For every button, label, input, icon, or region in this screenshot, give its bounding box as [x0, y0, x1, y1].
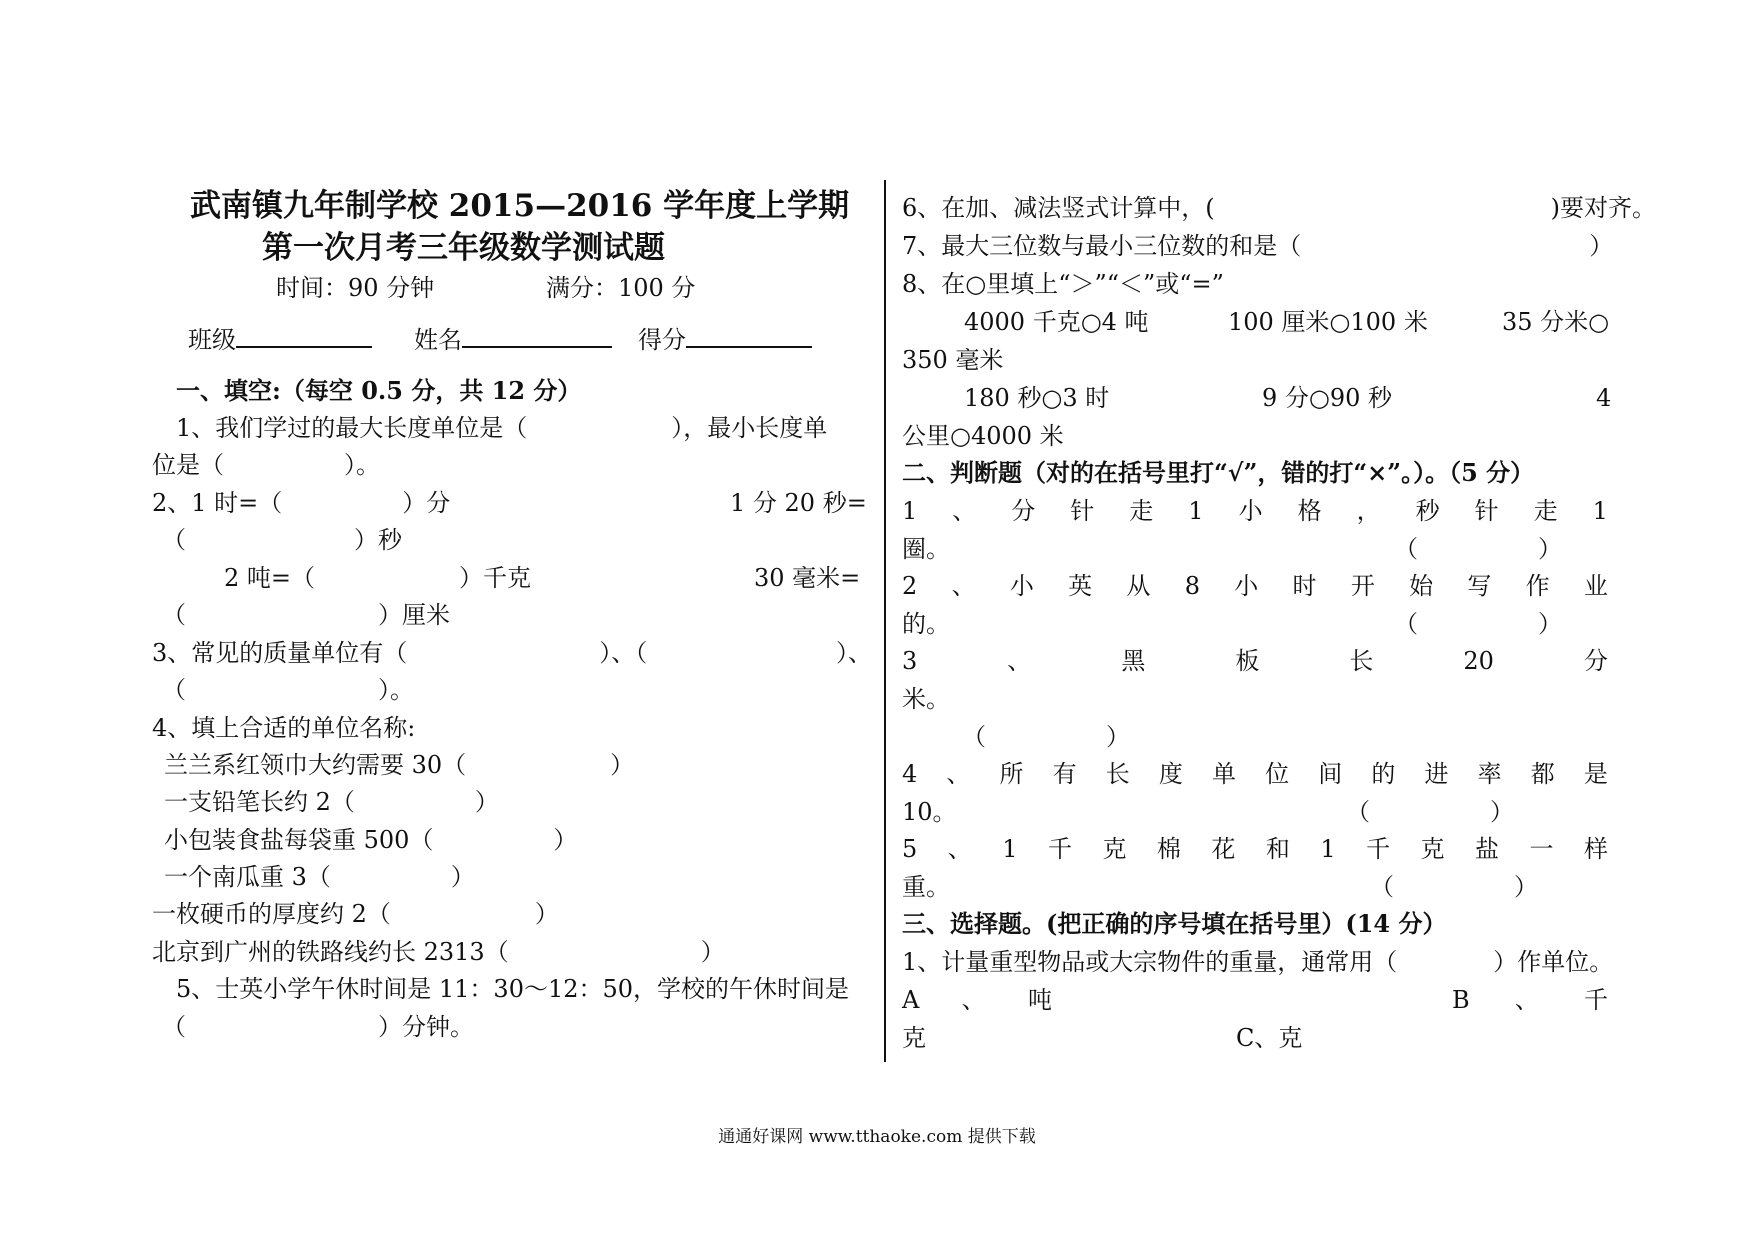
- judge-q3-paren: （ ）: [962, 723, 1130, 751]
- q7: 7、最大三位数与最小三位数的和是（ ）: [902, 232, 1614, 260]
- spaced-glyph: 4: [902, 760, 918, 788]
- spaced-glyph: 2: [902, 572, 918, 600]
- spaced-glyph: 1: [1002, 835, 1018, 863]
- spaced-glyph: 花: [1211, 835, 1236, 863]
- spaced-glyph: 8: [1184, 572, 1200, 600]
- spaced-glyph: 板: [1235, 647, 1260, 675]
- q8-item-d: 180 秒○3 时: [964, 384, 1110, 412]
- q8-item-f: 4: [1596, 384, 1612, 412]
- spaced-glyph: 有: [1052, 760, 1077, 788]
- name-field: [414, 324, 612, 356]
- spaced-glyph: 秒: [1415, 497, 1440, 525]
- spaced-glyph: 长: [1105, 760, 1130, 788]
- spaced-glyph: B: [1452, 986, 1470, 1014]
- spaced-glyph: 千: [1047, 835, 1072, 863]
- spaced-glyph: 3: [902, 647, 918, 675]
- q8: 8、在○里填上“＞”“＜”或“=”: [902, 270, 1224, 298]
- spaced-glyph: 小: [1009, 572, 1034, 600]
- spaced-glyph: 样: [1583, 835, 1608, 863]
- spaced-glyph: 小: [1238, 497, 1263, 525]
- spaced-glyph: 、: [1514, 986, 1539, 1014]
- judge-q5: [902, 833, 1608, 865]
- q8-item-c-cont: 350 毫米: [902, 346, 1004, 374]
- judge-q2-paren: （ ）: [1394, 610, 1562, 638]
- spaced-glyph: 小: [1234, 572, 1259, 600]
- spaced-glyph: 1: [1320, 835, 1336, 863]
- spaced-glyph: 克: [1102, 835, 1127, 863]
- q8-item-e: 9 分○90 秒: [1262, 384, 1393, 412]
- spaced-glyph: 长: [1349, 647, 1374, 675]
- spaced-glyph: 棉: [1156, 835, 1181, 863]
- spaced-glyph: 作: [1525, 572, 1550, 600]
- spaced-glyph: 时: [1292, 572, 1317, 600]
- spaced-glyph: 1: [902, 497, 918, 525]
- judge-q3-cont: 米。: [902, 685, 950, 713]
- judge-q5-cont: 重。: [902, 873, 950, 901]
- spaced-glyph: 进: [1424, 760, 1449, 788]
- q2-line-c-left: 2 吨=（ ）千克: [224, 564, 532, 592]
- q3-line-b: （ ）。: [162, 676, 414, 704]
- exam-title-line2: 第一次月考三年级数学测试题: [262, 230, 665, 266]
- exam-full-score: 满分：100 分: [546, 274, 696, 302]
- spaced-glyph: 分: [1583, 647, 1608, 675]
- spaced-glyph: 20: [1463, 647, 1494, 675]
- spaced-glyph: 针: [1070, 497, 1095, 525]
- spaced-glyph: ，: [1356, 497, 1381, 525]
- judge-q4-cont: 10。: [902, 798, 957, 826]
- spaced-glyph: 、: [946, 760, 971, 788]
- spaced-glyph: 英: [1068, 572, 1093, 600]
- spaced-glyph: 格: [1297, 497, 1322, 525]
- spaced-glyph: 5: [902, 835, 918, 863]
- footer-source: 通通好课网 www.tthaoke.com 提供下载: [718, 1127, 1036, 1147]
- q4-item-3: 小包装食盐每袋重 500（ ）: [164, 826, 578, 854]
- spaced-glyph: 黑: [1121, 647, 1146, 675]
- q3-line-a-left: 3、常见的质量单位有（ ）、（: [152, 639, 648, 667]
- section1-heading: 一、填空:（每空 0.5 分，共 12 分）: [176, 376, 582, 405]
- judge-q4: [902, 758, 1608, 790]
- spaced-glyph: 分: [1011, 497, 1036, 525]
- q2-line-b: （ ）秒: [162, 526, 402, 554]
- q4-item-6: 北京到广州的铁路线约长 2313（ ）: [152, 938, 725, 966]
- class-blank: [236, 324, 372, 348]
- q6: 6、在加、减法竖式计算中，( )要对齐。: [902, 194, 1656, 222]
- q4-item-4: 一个南瓜重 3（ ）: [164, 863, 475, 891]
- q5-line-b: （ ）分钟。: [162, 1013, 474, 1041]
- spaced-glyph: 、: [1007, 647, 1032, 675]
- spaced-glyph: 位: [1265, 760, 1290, 788]
- name-blank: [462, 324, 612, 348]
- choice-q1-option-c: C、克: [1236, 1024, 1303, 1052]
- score-blank: [686, 324, 812, 348]
- spaced-glyph: 克: [1420, 835, 1445, 863]
- spaced-glyph: 、: [961, 986, 986, 1014]
- spaced-glyph: 单: [1212, 760, 1237, 788]
- spaced-glyph: 一: [1529, 835, 1554, 863]
- class-label: 班级: [188, 326, 236, 354]
- q1-line-b: 位是（ ）。: [152, 451, 380, 479]
- spaced-glyph: 千: [1366, 835, 1391, 863]
- q5-line-a: 5、士英小学午休时间是 11：30～12：50，学校的午休时间是: [176, 975, 850, 1003]
- q8-item-b: 100 厘米○100 米: [1228, 308, 1428, 336]
- spaced-glyph: 盐: [1475, 835, 1499, 863]
- spaced-glyph: 都: [1530, 760, 1555, 788]
- judge-q2: [902, 570, 1608, 602]
- spaced-glyph: A: [902, 986, 920, 1014]
- spaced-glyph: 1: [1188, 497, 1204, 525]
- exam-title-line1: 武南镇九年制学校 2015—2016 学年度上学期: [190, 188, 850, 224]
- judge-q5-paren: （ ）: [1370, 873, 1538, 901]
- name-label: 姓名: [414, 326, 462, 354]
- spaced-glyph: 是: [1583, 760, 1608, 788]
- spaced-glyph: 、: [951, 572, 976, 600]
- class-field: [188, 324, 372, 356]
- spaced-glyph: 、: [952, 497, 977, 525]
- section2-heading: 二、判断题（对的在括号里打“√”，错的打“×”。）。（5 分）: [902, 458, 1535, 487]
- section3-heading: 三、选择题。(把正确的序号填在括号里）(14 分）: [902, 909, 1447, 938]
- choice-q1-option-b-cont: 克: [902, 1024, 926, 1052]
- q8-item-c: 35 分米○: [1502, 308, 1610, 336]
- q2-line-a-right: 1 分 20 秒=: [730, 489, 867, 517]
- q1-line-a: 1、我们学过的最大长度单位是（ ），最小长度单: [176, 414, 828, 442]
- q3-line-a-right: ）、: [836, 639, 872, 667]
- spaced-glyph: 针: [1474, 497, 1499, 525]
- judge-q1-cont: 圈。: [902, 535, 950, 563]
- q4-item-2: 一支铅笔长约 2（ ）: [164, 788, 499, 816]
- spaced-glyph: 开: [1350, 572, 1375, 600]
- score-field: [638, 324, 812, 356]
- judge-q4-paren: （ ）: [1346, 798, 1514, 826]
- spaced-glyph: 和: [1265, 835, 1290, 863]
- spaced-glyph: 的: [1371, 760, 1396, 788]
- judge-q1-paren: （ ）: [1394, 535, 1562, 563]
- spaced-glyph: 写: [1467, 572, 1492, 600]
- spaced-glyph: 1: [1592, 497, 1608, 525]
- choice-q1-option-a: [902, 984, 1052, 1016]
- spaced-glyph: 走: [1533, 497, 1558, 525]
- spaced-glyph: 度: [1158, 760, 1183, 788]
- choice-q1-option-b: [1452, 984, 1608, 1016]
- judge-q1: [902, 495, 1608, 527]
- exam-time: 时间：90 分钟: [276, 274, 435, 302]
- choice-q1: 1、计量重型物品或大宗物件的重量，通常用（ ）作单位。: [902, 948, 1614, 976]
- spaced-glyph: 所: [999, 760, 1024, 788]
- q8-item-f-cont: 公里○4000 米: [902, 422, 1064, 450]
- spaced-glyph: 业: [1583, 572, 1608, 600]
- q2-line-c-right: 30 毫米=: [754, 564, 861, 592]
- q8-item-a: 4000 千克○4 吨: [964, 308, 1149, 336]
- score-label: 得分: [638, 326, 686, 354]
- spaced-glyph: 吨: [1028, 986, 1052, 1014]
- judge-q2-cont: 的。: [902, 610, 950, 638]
- spaced-glyph: 始: [1409, 572, 1434, 600]
- spaced-glyph: 、: [947, 835, 972, 863]
- q4-item-5: 一枚硬币的厚度约 2（ ）: [152, 900, 559, 928]
- column-divider: [884, 180, 886, 1062]
- spaced-glyph: 从: [1126, 572, 1151, 600]
- spaced-glyph: 间: [1318, 760, 1343, 788]
- spaced-glyph: 率: [1477, 760, 1502, 788]
- q2-line-d: （ ）厘米: [162, 601, 450, 629]
- spaced-glyph: 千: [1583, 986, 1608, 1014]
- spaced-glyph: 走: [1129, 497, 1154, 525]
- q4-heading: 4、填上合适的单位名称:: [152, 714, 416, 742]
- q4-item-1: 兰兰系红领巾大约需要 30（ ）: [164, 751, 635, 779]
- q2-line-a-left: 2、1 时=（ ）分: [152, 489, 451, 517]
- judge-q3: [902, 645, 1608, 677]
